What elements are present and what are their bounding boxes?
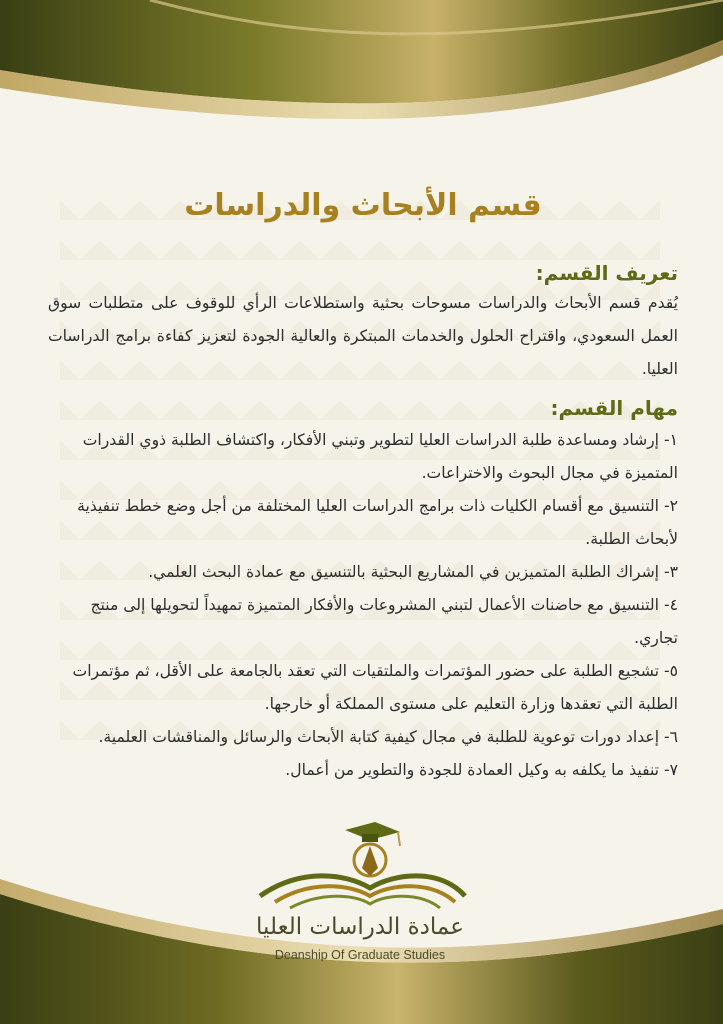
logo-arabic-text: عمادة الدراسات العليا bbox=[256, 914, 464, 940]
tasks-heading: مهام القسم: bbox=[550, 396, 678, 420]
definition-heading: تعريف القسم: bbox=[535, 261, 678, 285]
task-item: ٤- التنسيق مع حاضنات الأعمال لتبني المشروعات والأفكار المتميزة تمهيداً لتحويلها إلى منتج تجاري. bbox=[90, 596, 678, 647]
main-content bbox=[48, 188, 678, 787]
task-item: ٥- تشجيع الطلبة على حضور المؤتمرات والملتقيات التي تعقد بالجامعة على الأقل، ثم مؤتمرات الطلبة التي تعقدها وزارة التعليم على مستوى المملكة أو خارجها. bbox=[72, 662, 678, 713]
top-decorative-band bbox=[0, 0, 723, 150]
definition-text: يُقدم قسم الأبحاث والدراسات مسوحات بحثية واستطلاعات الرأي للوقوف على متطلبات سوق العمل السعودي، واقتراح الحلول والخدمات المبتكرة والعالية الجودة لتعزيز كفاءة برامج الدراسات العليا. bbox=[48, 294, 678, 378]
task-item: ١- إرشاد ومساعدة طلبة الدراسات العليا لتطوير وتبني الأفكار، واكتشاف الطلبة ذوي القدرات المتميزة في مجال البحوث والاختراعات. bbox=[82, 431, 678, 482]
task-item: ٣- إشراك الطلبة المتميزين في المشاريع البحثية بالتنسيق مع عمادة البحث العلمي. bbox=[148, 563, 678, 581]
task-item: ٧- تنفيذ ما يكلفه به وكيل العمادة للجودة والتطوير من أعمال. bbox=[285, 761, 678, 779]
task-item: ٢- التنسيق مع أقسام الكليات ذات برامج الدراسات العليا المختلفة من أجل وضع خطط تنفيذية لأبحاث الطلبة. bbox=[77, 497, 678, 548]
page-title: قسم الأبحاث والدراسات bbox=[184, 188, 542, 223]
deanship-logo bbox=[250, 818, 470, 968]
book-pen-emblem-icon bbox=[250, 818, 470, 913]
tasks-list bbox=[48, 424, 678, 787]
logo-english-text: Deanship Of Graduate Studies bbox=[274, 948, 446, 962]
task-item: ٦- إعداد دورات توعوية للطلبة في مجال كيفية كتابة الأبحاث والرسائل والمناقشات العلمية. bbox=[98, 728, 678, 746]
